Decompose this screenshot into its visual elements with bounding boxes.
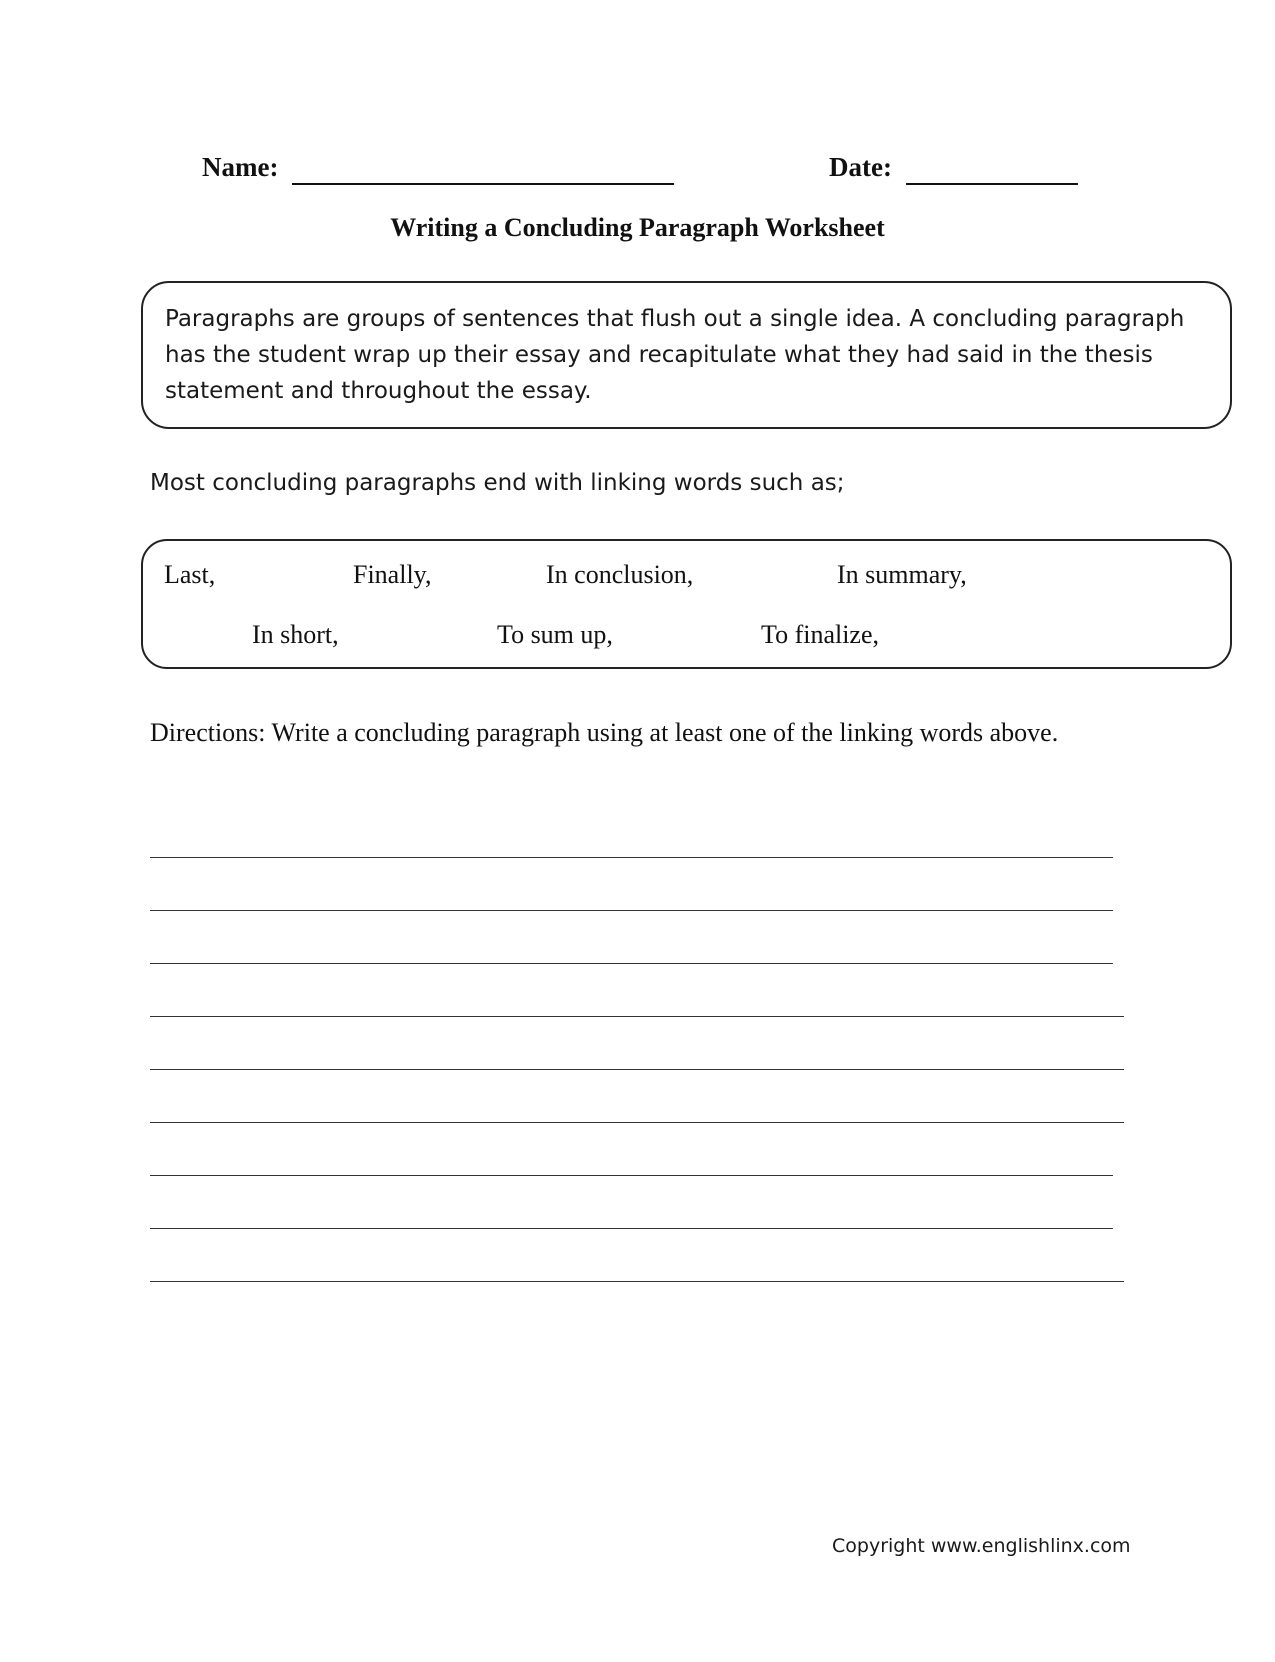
answer-line[interactable] <box>150 1175 1113 1176</box>
answer-line[interactable] <box>150 857 1113 858</box>
answer-line[interactable] <box>150 963 1113 964</box>
linking-word: Last, <box>164 560 216 589</box>
answer-line[interactable] <box>150 910 1113 911</box>
name-label: Name: <box>202 152 279 182</box>
linking-word: Finally, <box>353 560 432 589</box>
date-field[interactable] <box>906 183 1078 185</box>
linking-word: In conclusion, <box>546 560 694 589</box>
linking-words-box <box>141 539 1232 669</box>
answer-line[interactable] <box>150 1069 1124 1070</box>
linking-word: To sum up, <box>497 620 613 649</box>
answer-line[interactable] <box>150 1228 1113 1229</box>
answer-line[interactable] <box>150 1122 1124 1123</box>
answer-line[interactable] <box>150 1281 1124 1282</box>
worksheet-title: Writing a Concluding Paragraph Worksheet <box>390 213 885 242</box>
linking-word: To finalize, <box>761 620 880 649</box>
linking-word: In short, <box>252 620 339 649</box>
copyright-notice: Copyright www.englishlinx.com <box>832 1535 1131 1557</box>
linking-word: In summary, <box>837 560 967 589</box>
answer-line[interactable] <box>150 1016 1124 1017</box>
definition-text: Paragraphs are groups of sentences that flush out a single idea. A concluding paragraph has the student wrap up their essay and recapitulate what they had said in the thesis statement and throughout the essay. <box>165 306 1185 404</box>
name-field[interactable] <box>292 183 674 185</box>
linking-words-intro: Most concluding paragraphs end with linking words such as; <box>150 470 845 496</box>
date-label: Date: <box>829 152 892 182</box>
definition-box <box>141 281 1232 429</box>
student-info-header <box>0 152 1275 192</box>
directions-text: Directions: Write a concluding paragraph using at least one of the linking words above. <box>150 718 1059 747</box>
